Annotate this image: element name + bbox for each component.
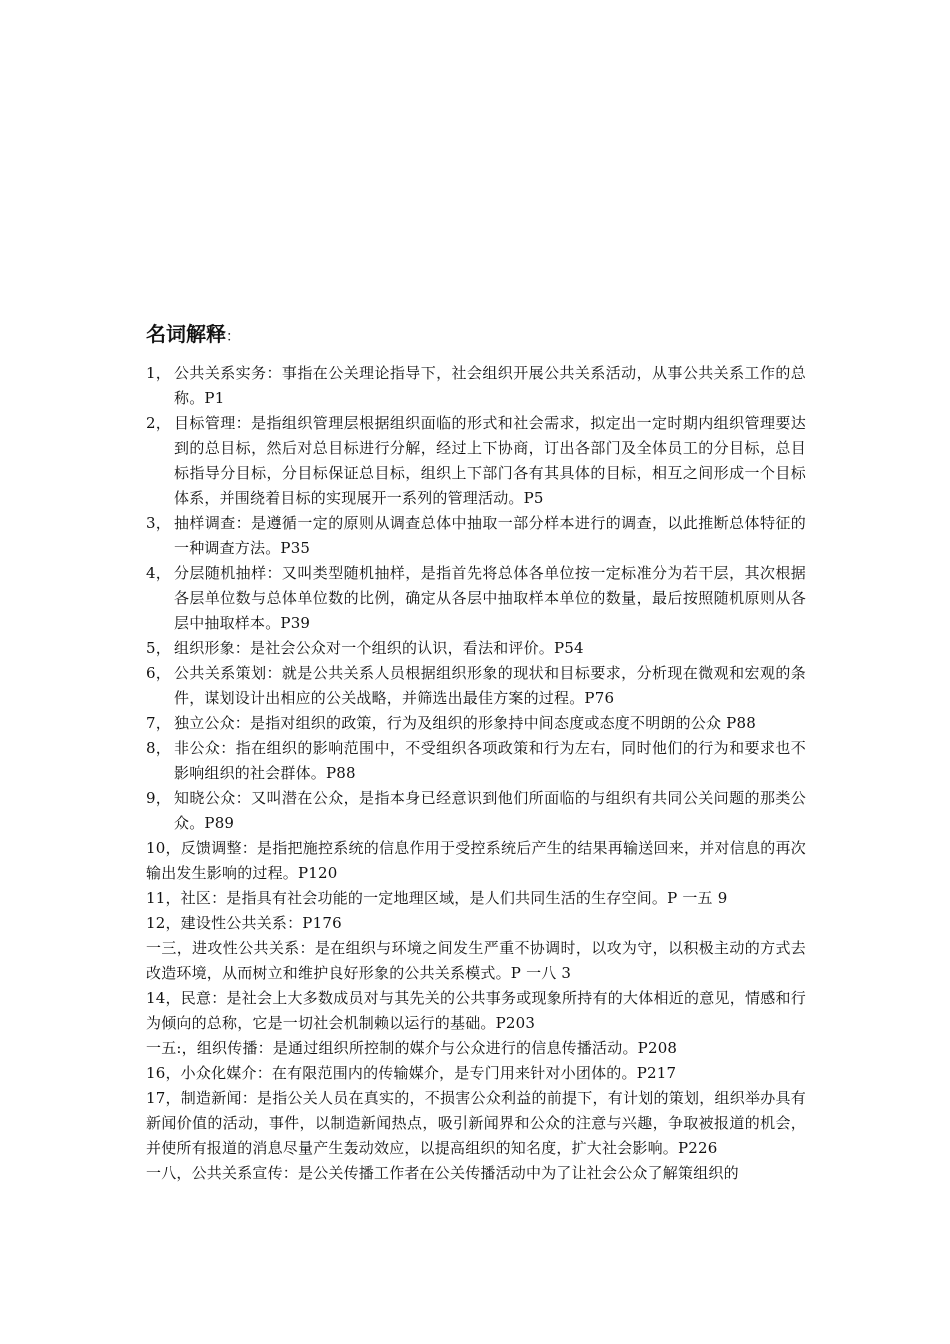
definition-paragraph: 14，民意：是社会上大多数成员对与其先关的公共事务或现象所持有的大体相近的意见，情感和行为倾向的总称，它是一切社会机制赖以运行的基础。P203: [146, 989, 806, 1032]
item-number: 9，: [146, 789, 171, 807]
definition-paragraph: 11，社区：是指具有社会功能的一定地理区域，是人们共同生活的生存空间。P 一五 9: [146, 889, 728, 907]
item-number: 7，: [146, 714, 171, 732]
item-text: 非公众：指在组织的影响范围中，不受组织各项政策和行为左右，同时他们的行为和要求也不影响组织的社会群体。P88: [174, 739, 806, 782]
definition-item: [146, 786, 806, 836]
item-text: 独立公众：是指对组织的政策，行为及组织的形象持中间态度或态度不明朗的公众 P88: [174, 714, 756, 732]
section-heading-colon: ：: [226, 329, 240, 345]
item-number: 8，: [146, 739, 171, 757]
definition-item: [146, 711, 806, 736]
definition-item: [146, 661, 806, 711]
item-text: 抽样调查：是遵循一定的原则从调查总体中抽取一部分样本进行的调查，以此推断总体特征的一种调查方法。P35: [174, 514, 806, 557]
item-number: 1，: [146, 364, 171, 382]
document-page: [146, 320, 806, 1186]
item-number: 2，: [146, 414, 171, 432]
definition-paragraph: 10，反馈调整：是指把施控系统的信息作用于受控系统后产生的结果再输送回来，并对信息的再次输出发生影响的过程。P120: [146, 839, 806, 882]
definition-paragraph: 一三，进攻性公共关系：是在组织与环境之间发生严重不协调时，以攻为守，以积极主动的方式去改造环境，从而树立和维护良好形象的公共关系模式。P 一八 3: [146, 939, 806, 982]
definition-paragraph: 16，小众化媒介：在有限范围内的传输媒介，是专门用来针对小团体的。P217: [146, 1064, 677, 1082]
item-text: 目标管理：是指组织管理层根据组织面临的形式和社会需求，拟定出一定时期内组织管理要达到的总目标，然后对总目标进行分解，经过上下协商，订出各部门及全体员工的分目标，总目标指导分目标，分目标保证总目标，组织上下部门各有其具体的目标，相互之间形成一个目标体系，并围绕着目标的实现展开一系列的管理活动。P5: [174, 414, 806, 507]
definition-item: [146, 511, 806, 561]
item-number: 6，: [146, 664, 171, 682]
definition-item: [146, 561, 806, 636]
item-text: 组织形象：是社会公众对一个组织的认识，看法和评价。P54: [174, 639, 584, 657]
definition-paragraph: 12，建设性公共关系：P176: [146, 914, 342, 932]
item-text: 公共关系实务：事指在公关理论指导下，社会组织开展公共关系活动，从事公共关系工作的总称。P1: [174, 364, 806, 407]
item-number: 4，: [146, 564, 171, 582]
item-number: 5，: [146, 639, 171, 657]
section-heading: [146, 320, 806, 351]
item-text: 公共关系策划：就是公共关系人员根据组织形象的现状和目标要求，分析现在微观和宏观的条件，谋划设计出相应的公关战略，并筛选出最佳方案的过程。P76: [174, 664, 806, 707]
definition-item: [146, 411, 806, 511]
section-heading-text: 名词解释: [146, 322, 226, 346]
definition-paragraph: 一五:，组织传播：是通过组织所控制的媒介与公众进行的信息传播活动。P208: [146, 1039, 678, 1057]
definition-item: [146, 361, 806, 411]
definition-paragraph: 17，制造新闻：是指公关人员在真实的，不损害公众利益的前提下，有计划的策划，组织举办具有新闻价值的活动，事件，以制造新闻热点，吸引新闻界和公众的注意与兴趣，争取被报道的机会，并使所有报道的消息尽量产生轰动效应，以提高组织的知名度，扩大社会影响。P226: [146, 1089, 806, 1157]
item-text: 分层随机抽样：又叫类型随机抽样，是指首先将总体各单位按一定标准分为若干层，其次根据各层单位数与总体单位数的比例，确定从各层中抽取样本单位的数量，最后按照随机原则从各层中抽取样本。P39: [174, 564, 806, 632]
definition-item: [146, 636, 806, 661]
item-text: 知晓公众：又叫潜在公众，是指本身已经意识到他们所面临的与组织有共同公关问题的那类公众。P89: [174, 789, 806, 832]
item-number: 3，: [146, 514, 171, 532]
definition-paragraph: 一八，公共关系宣传：是公关传播工作者在公关传播活动中为了让社会公众了解策组织的: [146, 1164, 739, 1182]
definition-item: [146, 736, 806, 786]
